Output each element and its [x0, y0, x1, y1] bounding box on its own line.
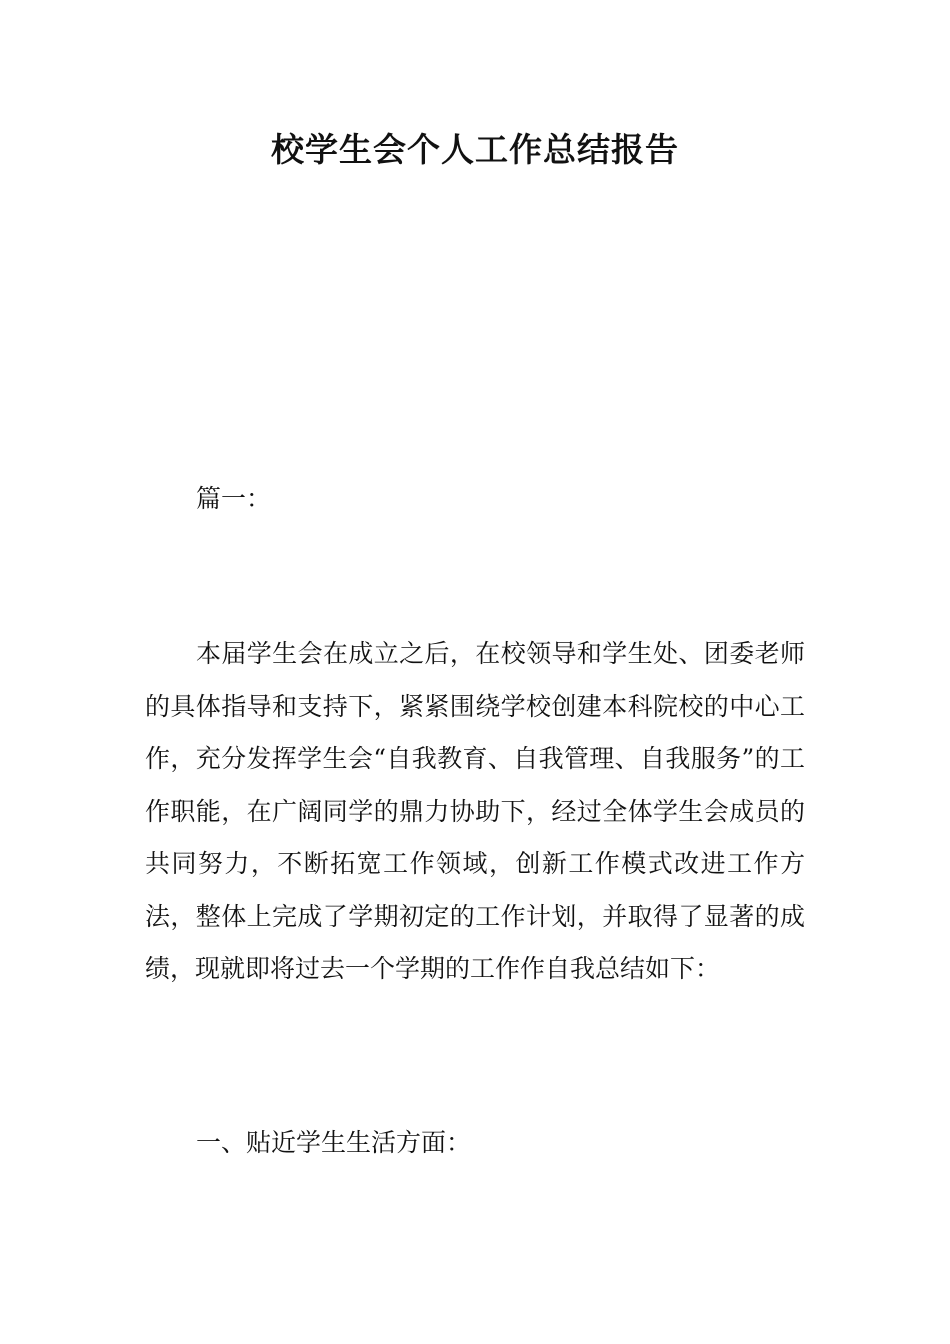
section-label: 篇一：: [196, 484, 272, 513]
document-title: 校学生会个人工作总结报告: [271, 130, 679, 169]
body-paragraph: 本届学生会在成立之后，在校领导和学生处、团委老师的具体指导和支持下，紧紧围绕学校创建本科院校的中心工作，充分发挥学生会“自我教育、自我管理、自我服务”的工作职能，在广阔同学的鼎力协助下，经过全体学生会成员的共同努力，不断拓宽工作领域，创新工作模式改进工作方法，整体上完成了学期初定的工作计划，并取得了显著的成绩，现就即将过去一个学期的工作作自我总结如下：: [145, 639, 805, 983]
section-subheading: 一、贴近学生生活方面：: [196, 1128, 472, 1157]
